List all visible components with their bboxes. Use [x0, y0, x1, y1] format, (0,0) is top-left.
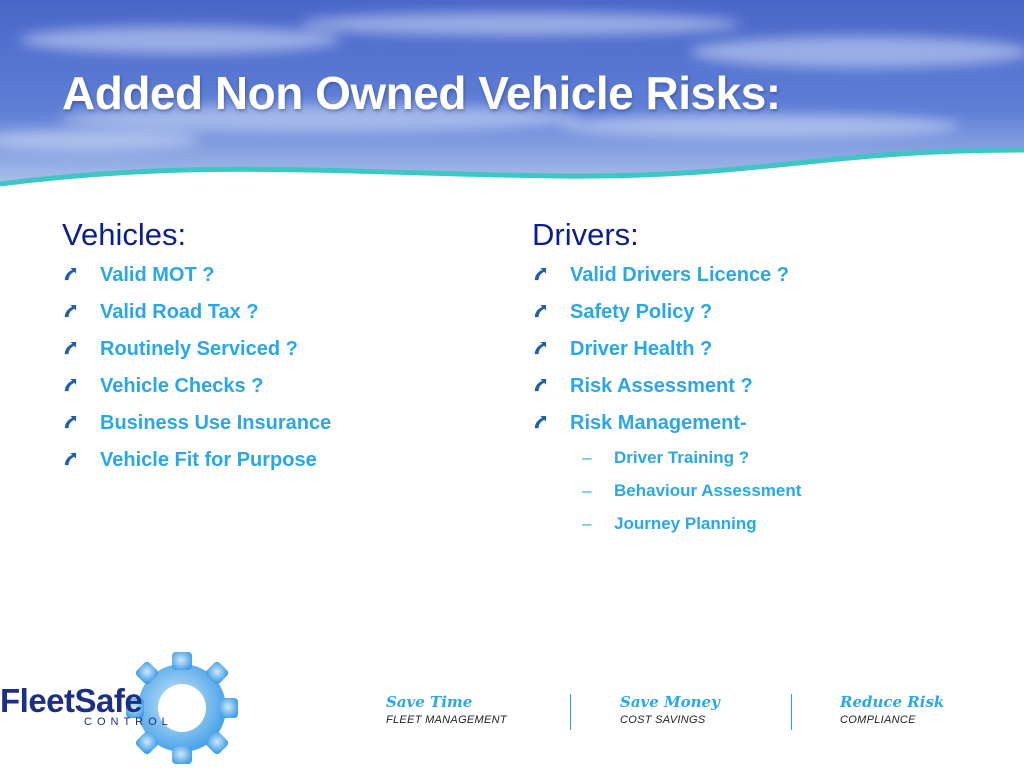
list-item	[62, 447, 482, 484]
curled-arrow-bullet-icon	[532, 415, 547, 430]
drivers-column	[532, 216, 952, 546]
driver-item-label: Driver Health ?	[570, 338, 713, 360]
sub-list-item	[532, 447, 952, 480]
vehicle-item-label: Valid MOT ?	[100, 264, 215, 286]
drivers-heading: Drivers:	[532, 217, 639, 252]
footer	[0, 640, 1024, 768]
vehicle-item-label: Business Use Insurance	[100, 412, 332, 434]
gear-icon	[120, 646, 270, 766]
header-banner	[0, 0, 1024, 200]
tagline-save-money	[620, 692, 720, 728]
list-item	[532, 299, 952, 336]
tagline-title: Reduce Risk	[840, 693, 945, 711]
vehicle-item-label: Vehicle Fit for Purpose	[100, 449, 317, 471]
curled-arrow-bullet-icon	[532, 341, 547, 356]
sub-list-item	[532, 513, 952, 546]
tagline-subtitle: COST SAVINGS	[620, 714, 706, 726]
sub-list-item	[532, 480, 952, 513]
curled-arrow-bullet-icon	[62, 378, 77, 393]
driver-item-label: Risk Assessment ?	[570, 375, 753, 397]
tagline-subtitle: COMPLIANCE	[840, 714, 916, 726]
sub-item-label: Behaviour Assessment	[614, 481, 802, 500]
tagline-save-time	[386, 692, 507, 728]
curled-arrow-bullet-icon	[62, 267, 77, 282]
dash-bullet: –	[582, 514, 592, 533]
logo-wordmark: FleetSafe	[0, 682, 143, 719]
curled-arrow-bullet-icon	[532, 304, 547, 319]
curled-arrow-bullet-icon	[62, 304, 77, 319]
driver-item-label: Safety Policy ?	[570, 301, 713, 323]
driver-item-label: Valid Drivers Licence ?	[570, 264, 789, 286]
sub-item-label: Journey Planning	[614, 514, 757, 533]
list-item	[62, 373, 482, 410]
logo-subtitle: CONTROL	[84, 716, 173, 728]
tagline-reduce-risk	[840, 692, 944, 728]
tagline-title: Save Time	[386, 693, 473, 711]
vehicles-column	[62, 216, 482, 484]
tagline-divider	[791, 694, 792, 730]
tagline-subtitle: FLEET MANAGEMENT	[386, 714, 507, 726]
dash-bullet: –	[582, 481, 592, 500]
vehicles-list	[62, 262, 482, 484]
tagline-title: Save Money	[620, 693, 720, 711]
drivers-list	[532, 262, 952, 447]
list-item	[532, 336, 952, 373]
list-item	[62, 262, 482, 299]
risk-management-sublist	[532, 447, 952, 546]
list-item	[62, 410, 482, 447]
curled-arrow-bullet-icon	[532, 267, 547, 282]
tagline-divider	[570, 694, 571, 730]
sub-item-label: Driver Training ?	[614, 448, 750, 467]
list-item	[532, 373, 952, 410]
dash-bullet: –	[582, 448, 592, 467]
driver-item-label: Risk Management-	[570, 412, 747, 434]
slide-title: Added Non Owned Vehicle Risks:	[62, 67, 781, 119]
list-item	[62, 336, 482, 373]
vehicle-item-label: Valid Road Tax ?	[100, 301, 259, 323]
vehicles-heading: Vehicles:	[62, 217, 187, 252]
vehicle-item-label: Vehicle Checks ?	[100, 375, 264, 397]
list-item	[62, 299, 482, 336]
curled-arrow-bullet-icon	[62, 415, 77, 430]
list-item	[532, 262, 952, 299]
curled-arrow-bullet-icon	[62, 341, 77, 356]
vehicle-item-label: Routinely Serviced ?	[100, 338, 298, 360]
curled-arrow-bullet-icon	[62, 452, 77, 467]
list-item	[532, 410, 952, 447]
curled-arrow-bullet-icon	[532, 378, 547, 393]
